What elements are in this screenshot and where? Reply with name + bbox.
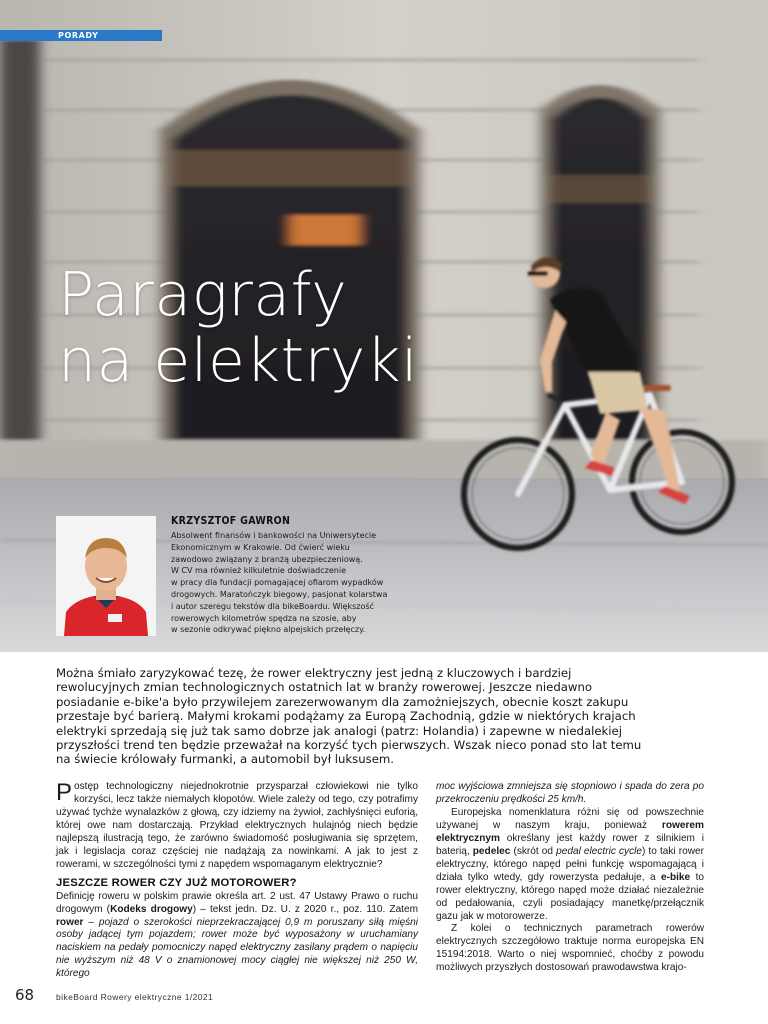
author-bio-line: rowerowych kilometrów spędza na szosie, aby xyxy=(171,613,357,623)
body-column-left xyxy=(56,781,418,981)
author-bio-line: Ekonomicznym w Krakowie. Od ćwierć wieku xyxy=(171,542,350,552)
author-bio-line: i autor szeregu tekstów dla bikeBoardu. Większość xyxy=(171,601,374,611)
section-label: PORADY xyxy=(58,31,99,40)
lead-line: przestaje być barierą. Małymi krokami podążamy za Europą Zachodnią, gdzie w niektórych krajach xyxy=(56,709,636,724)
body-column-right xyxy=(436,781,704,975)
author-portrait xyxy=(56,516,156,636)
lead-line: na świecie królowały furmanki, a automobil był luksusem. xyxy=(56,752,395,767)
body-paragraph: Definicję roweru w polskim prawie określa art. 2 ust. 47 Ustawy Prawo o ruchu drogowym (Kodeks drogowy) – tekst jedn. Dz. U. z 2020 r., poz. 110. Zatem rower – pojazd o szerokości nieprzekraczającej 0,9 m poruszany siłą mięśni osoby jadącej tym pojazdem; rower może być wyposażony w uruchamiany naciskiem na pedały pomocniczy napęd elektryczny zasilany prądem o napięciu nie wyższym niż 48 V o znamionowej mocy ciągłej nie większej niż 250 W, którego xyxy=(56,890,419,980)
author-bio-line: w pracy dla fundacji pomagającej ofiarom wypadków xyxy=(171,578,384,588)
drop-cap: P xyxy=(56,779,73,806)
author-photo xyxy=(56,516,156,636)
body-paragraph: Z kolei o technicznych parametrach rowerów elektrycznych szczegółowo traktuje norma europejska EN 15194:2018. Warto o niej wspomnieć, choćby z powodu możliwych przyszłych dostosowań prawodawstwa krajo- xyxy=(436,923,704,974)
author-name: KRZYSZTOF GAWRON xyxy=(171,515,291,527)
lead-line: przyszłości trend ten będzie przeważał na korzyść tych pierwszych. Wszak nieco ponad sto lat temu xyxy=(56,738,642,753)
body-paragraph: moc wyjściowa zmniejsza się stopniowo i spada do zera po przekroczeniu prędkości 25 km/h. xyxy=(436,781,704,805)
article-headline xyxy=(58,262,418,394)
author-bio xyxy=(171,530,411,636)
publication-footer: bikeBoard Rowery elektryczne 1/2021 xyxy=(56,992,214,1002)
headline-line-2: na elektryki xyxy=(58,326,419,396)
lead-line: rewolucyjnych zmian technologicznych ostatnich lat w branży rowerowej. Jeszcze niedawno xyxy=(56,680,593,695)
section-tag xyxy=(0,30,162,41)
author-bio-line: zawodowo związany z branżą ubezpieczeniową. xyxy=(171,554,363,564)
author-bio-line: W CV ma również kilkuletnie doświadczenie xyxy=(171,566,346,576)
lead-line: posiadanie e-bike'a było przywilejem zarezerwowanym dla zamożniejszych, obecnie koszt zakupu xyxy=(56,694,629,709)
page-number: 68 xyxy=(15,986,35,1004)
author-bio-line: drogowych. Maratończyk biegowy, pasjonat kolarstwa xyxy=(171,589,388,599)
body-paragraph: Postęp technologiczny niejednokrotnie przysparzał człowiekowi nie tylko korzyści, lecz także niemałych kłopotów. Wiele zależy od tego, czy potrafimy używać tychże wynalazków z głową, czy idziemy na żywioł, zachłyśnięci euforią, której owe nam dostarczają. Przykład elektrycznych hulajnóg niech będzie najlepszą ilustracją tego, że zarówno świadomość posługiwania się sprzętem, jak i legislacja coraz częściej nie nadążają za nowinkami. A jak to jest z rowerami, w szczególności tymi z napędem wspomaganym elektrycznie? xyxy=(56,779,418,870)
lead-paragraph xyxy=(56,666,716,767)
lead-line: elektryki sprzedają się już tak samo dobrze jak analogi (patrz: Holandia) i zapewne w niedalekiej xyxy=(56,723,622,738)
lead-line: Można śmiało zaryzykować tezę, że rower elektryczny jest jedną z kluczowych i bardziej xyxy=(56,666,572,680)
body-paragraph: Europejska nomenklatura różni się od powszechnie używanej w naszym kraju, ponieważ rowerem elektrycznym określany jest każdy rower z silnikiem i baterią, pedelec (skrót od pedal electric cycle) to taki rower elektryczny, którego napęd pełni funkcję wspomagającą i działa tylko wtedy, gdy rowerzysta pedałuje, a e-bike to rower elektryczny, którego napęd może działać niezależnie od pedałowania, czyli posiadający manetkę/przełącznik gazu jak w motorowerze. xyxy=(436,806,704,922)
author-bio-line: Absolwent finansów i bankowości na Uniwersytecie xyxy=(171,531,377,540)
author-box xyxy=(171,515,411,636)
section-subheading: JESZCZE ROWER CZY JUŻ MOTOROWER? xyxy=(56,876,297,889)
headline-line-1: Paragrafy xyxy=(58,260,348,330)
author-bio-line: w sezonie odkrywać piękno alpejskich przełęczy. xyxy=(171,625,366,635)
